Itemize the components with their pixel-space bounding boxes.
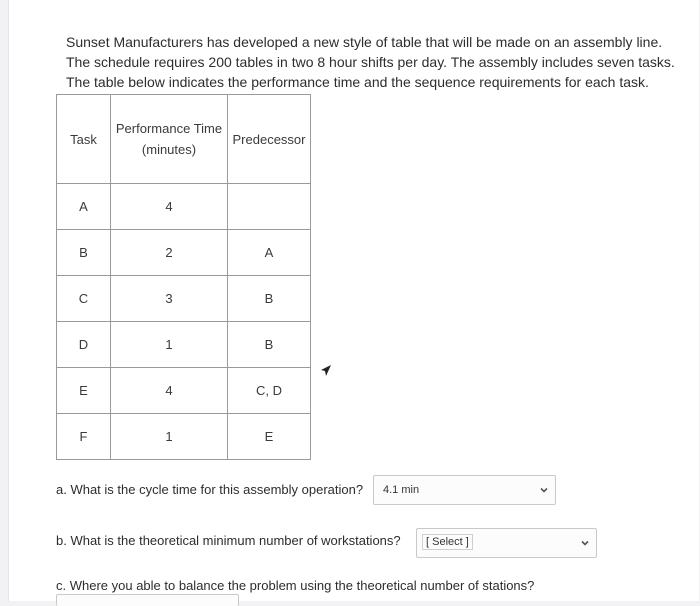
cell-task: C (57, 276, 111, 322)
table-row (57, 322, 311, 368)
question-a-text: a. What is the cycle time for this assembly operation? (56, 482, 364, 497)
workstations-selected: [ Select ] (422, 534, 473, 550)
chevron-down-icon (539, 485, 549, 495)
question-b-text: b. What is the theoretical minimum number of workstations? (56, 533, 401, 548)
cell-task: D (57, 322, 111, 368)
table-header-row (57, 95, 311, 184)
chevron-down-icon (580, 538, 590, 548)
header-performance-time (111, 95, 228, 184)
cell-task: A (57, 184, 111, 230)
header-task: Task (57, 95, 111, 184)
table-row (57, 276, 311, 322)
cell-pred (228, 184, 311, 230)
question-c-text: c. Where you able to balance the problem using the theoretical number of stations? (56, 578, 535, 593)
intro-line-2: The schedule requires 200 tables in two 8 hour shifts per day. The assembly includes seven tasks. (66, 54, 675, 70)
table-row (57, 368, 311, 414)
cycle-time-select[interactable] (373, 475, 556, 505)
cell-task: E (57, 368, 111, 414)
cell-task: F (57, 414, 111, 460)
balance-select[interactable] (56, 594, 239, 606)
header-time-line2: (minutes) (141, 142, 197, 157)
intro-line-3: The table below indicates the performance time and the sequence requirements for each task. (66, 74, 649, 90)
intro-line-1: Sunset Manufacturers has developed a new style of table that will be made on an assembly line. (66, 34, 663, 50)
header-predecessor: Predecessor (228, 95, 311, 184)
cell-time: 1 (111, 414, 228, 460)
cycle-time-selected: 4.1 min (383, 484, 420, 496)
cell-time: 4 (111, 368, 228, 414)
cell-time: 2 (111, 230, 228, 276)
cell-pred: B (228, 276, 311, 322)
workstations-select[interactable] (416, 528, 597, 558)
cell-time: 4 (111, 184, 228, 230)
cell-time: 3 (111, 276, 228, 322)
mouse-cursor-icon (320, 364, 332, 378)
cell-task: B (57, 230, 111, 276)
cell-time: 1 (111, 322, 228, 368)
table-row (57, 184, 311, 230)
table-row (57, 414, 311, 460)
cell-pred: E (228, 414, 311, 460)
header-time-line1: Performance Time (115, 121, 223, 136)
intro-text (66, 32, 676, 92)
task-table (56, 94, 311, 460)
cell-pred: C, D (228, 368, 311, 414)
cell-pred: B (228, 322, 311, 368)
table-row (57, 230, 311, 276)
cell-pred: A (228, 230, 311, 276)
